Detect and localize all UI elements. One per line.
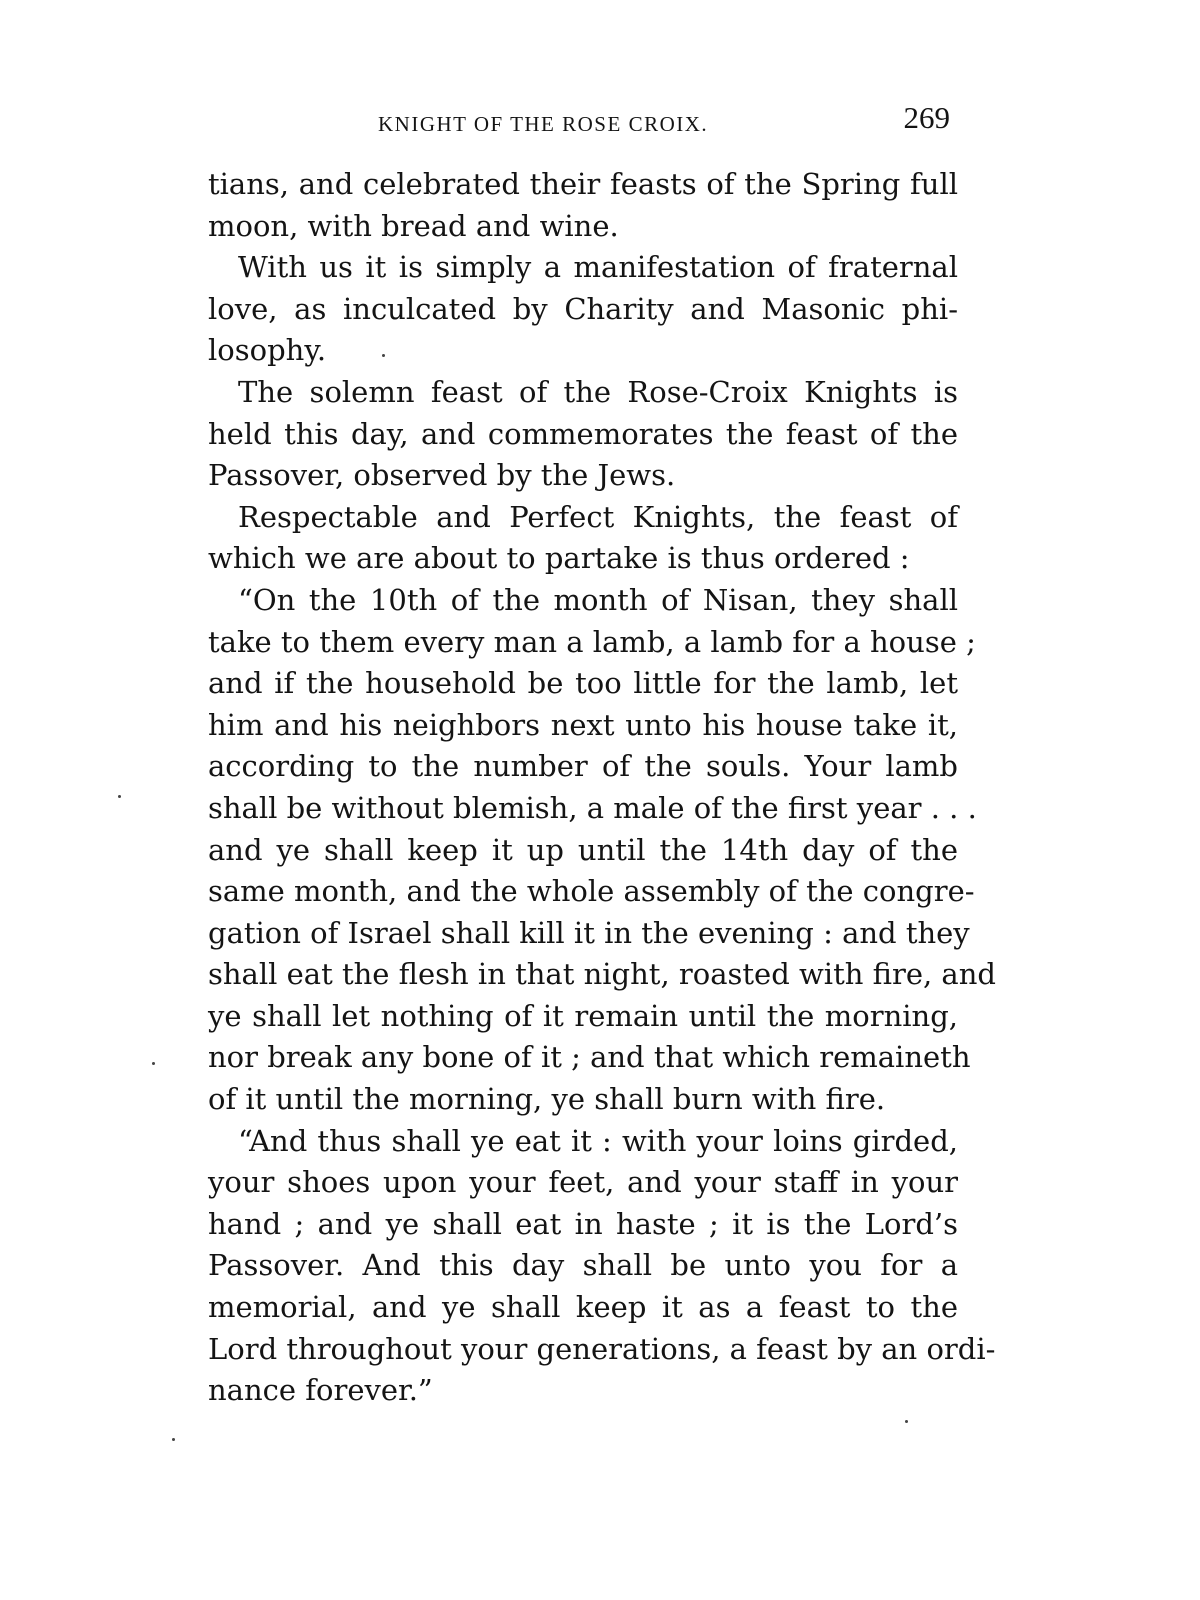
- text-line: of it until the morning, ye shall burn with fire.: [208, 1082, 886, 1117]
- text-line: and if the household be too little for the lamb, let: [208, 666, 958, 701]
- text-line: gation of Israel shall kill it in the evening : and they: [208, 915, 970, 950]
- paragraph: [208, 1121, 996, 1412]
- text-line: The solemn feast of the Rose-Croix Knights is: [238, 374, 958, 409]
- text-line: take to them every man a lamb, a lamb for a house ;: [208, 624, 976, 659]
- text-line: nance forever.”: [208, 1373, 433, 1408]
- text-line: With us it is simply a manifestation of fraternal: [238, 250, 958, 285]
- scan-speck: [382, 354, 385, 357]
- running-head: [210, 100, 950, 148]
- text-line: him and his neighbors next unto his house take it,: [208, 707, 958, 742]
- text-line: nor break any bone of it ; and that which remaineth: [208, 1040, 971, 1075]
- scan-speck: [118, 795, 121, 798]
- text-line: and ye shall keep it up until the 14th day of the: [208, 832, 958, 867]
- paragraph: [208, 247, 958, 372]
- text-line: shall be without blemish, a male of the first year . . .: [208, 790, 977, 825]
- running-title: KNIGHT OF THE ROSE CROIX.: [378, 112, 709, 136]
- text-line: “On the 10th of the month of Nisan, they shall: [238, 582, 958, 617]
- text-line: love, as inculcated by Charity and Masonic phi-: [208, 291, 958, 326]
- text-line: according to the number of the souls. Your lamb: [208, 749, 958, 784]
- scan-speck: [152, 1062, 155, 1065]
- text-line: ye shall let nothing of it remain until the morning,: [208, 998, 958, 1033]
- text-line: which we are about to partake is thus ordered :: [208, 541, 910, 576]
- text-line: Passover, observed by the Jews.: [208, 458, 676, 493]
- text-line: hand ; and ye shall eat in haste ; it is the Lord’s: [208, 1206, 958, 1241]
- paragraph: [208, 580, 996, 1121]
- body-text: [208, 164, 996, 1412]
- text-line: your shoes upon your feet, and your staff in your: [208, 1165, 958, 1200]
- text-line: shall eat the flesh in that night, roasted with fire, and: [208, 957, 996, 992]
- text-line: Passover. And this day shall be unto you for a: [208, 1248, 958, 1283]
- text-line: moon, with bread and wine.: [208, 208, 619, 243]
- text-line: Respectable and Perfect Knights, the feast of: [238, 499, 958, 534]
- text-line: tians, and celebrated their feasts of the Spring full: [208, 167, 958, 201]
- text-line: “And thus shall ye eat it : with your loins girded,: [238, 1123, 958, 1158]
- scan-speck: [172, 1438, 175, 1441]
- paragraph: [208, 497, 958, 580]
- text-line: same month, and the whole assembly of the congre-: [208, 874, 975, 909]
- paragraph: [208, 164, 958, 247]
- text-line: held this day, and commemorates the feast of the: [208, 416, 958, 451]
- text-line: memorial, and ye shall keep it as a feast to the: [208, 1290, 958, 1325]
- page-number: 269: [903, 100, 950, 135]
- paragraph: [208, 372, 958, 497]
- text-line: Lord throughout your generations, a feast by an ordi-: [208, 1331, 996, 1366]
- scan-speck: [905, 1420, 908, 1423]
- text-line: losophy.: [208, 333, 327, 368]
